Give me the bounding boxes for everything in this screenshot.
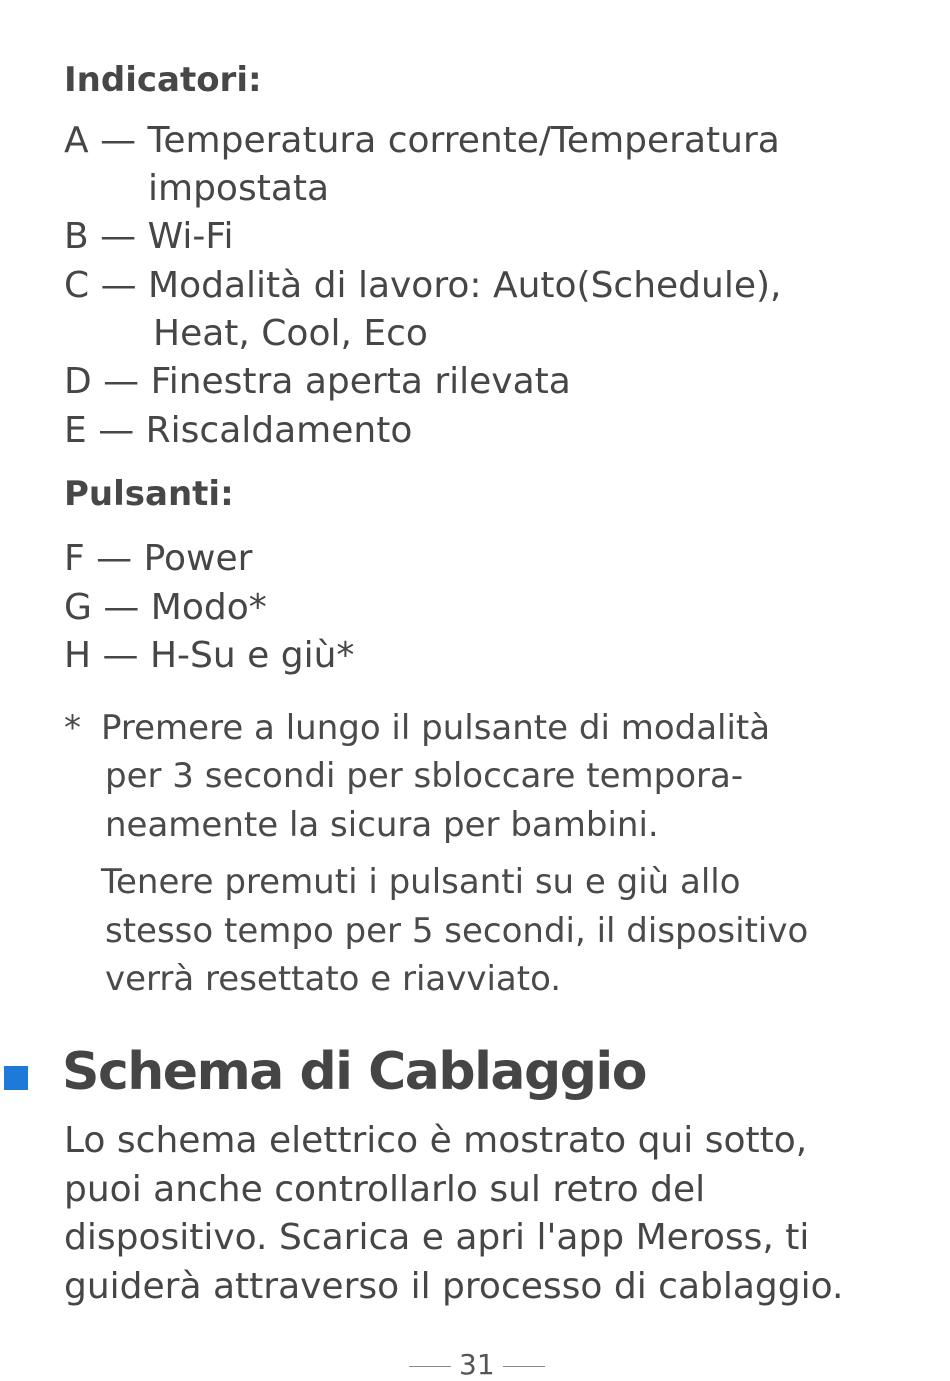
button-g: G — Modo*	[64, 587, 267, 628]
button-h: H — H-Su e giù*	[64, 635, 355, 676]
page-number: 31	[459, 1348, 495, 1381]
body-line: guiderà attraverso il processo di cablaggio.	[64, 1266, 844, 1307]
body-line: Lo schema elettrico è mostrato qui sotto,	[64, 1120, 808, 1161]
body-line: dispositivo. Scarica e apri l'app Meross, ti	[64, 1217, 810, 1258]
note-marker: *	[64, 708, 81, 748]
button-f: F — Power	[64, 538, 253, 579]
footer-rule-left	[409, 1366, 451, 1367]
indicator-c-cont: Heat, Cool, Eco	[153, 313, 428, 354]
footer-rule-right	[503, 1366, 545, 1367]
indicators-heading: Indicatori:	[64, 60, 262, 100]
indicator-c: C — Modalità di lavoro: Auto(Schedule),	[64, 265, 782, 306]
indicator-a: A — Temperatura corrente/Temperatura	[64, 120, 780, 161]
note-line: neamente la sicura per bambini.	[105, 805, 659, 845]
section-bullet-icon	[4, 1066, 28, 1090]
body-line: puoi anche controllarlo sul retro del	[64, 1169, 706, 1210]
note-line: verrà resettato e riavviato.	[105, 959, 562, 999]
indicator-e: E — Riscaldamento	[64, 410, 413, 451]
note-line: per 3 secondi per sbloccare tempora-	[105, 756, 744, 796]
indicator-a-cont: impostata	[148, 168, 330, 209]
note-line: Tenere premuti i pulsanti su e giù allo	[101, 862, 741, 902]
note-line: Premere a lungo il pulsante di modalità	[101, 708, 771, 748]
indicator-b: B — Wi-Fi	[64, 216, 234, 257]
section-title: Schema di Cablaggio	[62, 1042, 646, 1102]
indicator-d: D — Finestra aperta rilevata	[64, 361, 571, 402]
buttons-heading: Pulsanti:	[64, 474, 234, 514]
note-line: stesso tempo per 5 secondi, il dispositivo	[105, 911, 809, 951]
